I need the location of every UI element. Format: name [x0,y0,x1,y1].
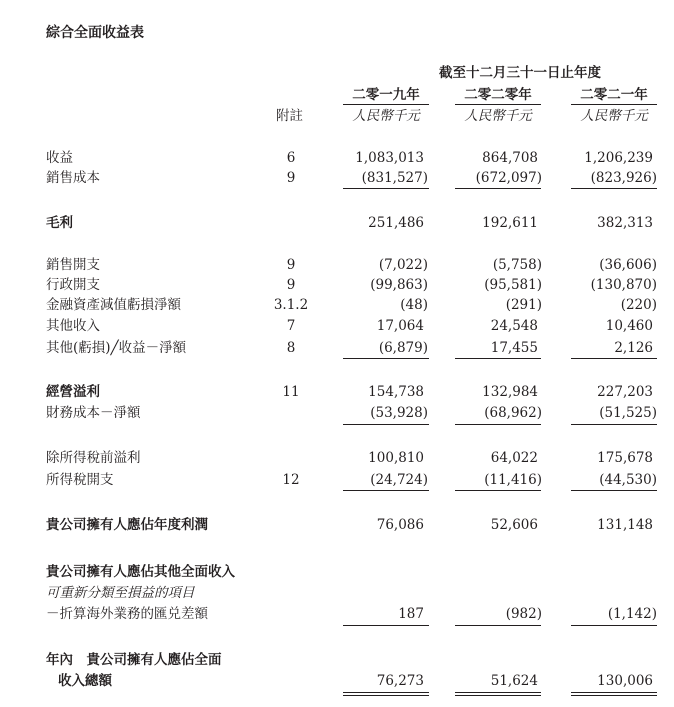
row-label-impairment: 金融資產減值虧損淨額 [46,297,181,313]
row-label-profit-attributable: 貴公司擁有人應佔年度利潤 [46,517,208,533]
value-fx-difference-2020: (982) [505,606,542,622]
subtotal-line-2021 [571,188,657,189]
value-impairment-2021: (220) [620,297,657,313]
subtotal-line-2021 [571,424,657,425]
row-label-other-income: 其他收入 [46,318,100,334]
value-other-income-2021: 10,460 [605,318,653,334]
total-double-line-top-2019 [343,692,429,693]
value-gross-profit-2019: 251,486 [368,215,424,231]
value-impairment-2020: (291) [505,297,542,313]
value-profit-before-tax-2020: 64,022 [490,450,538,466]
period-header: 截至十二月三十一日止年度 [439,65,601,81]
row-label-gross-profit: 毛利 [46,215,73,231]
row-note-other-gains: 8 [286,340,296,356]
value-profit-before-tax-2021: 175,678 [597,450,653,466]
value-total-comprehensive-2020: 51,624 [490,673,538,689]
value-income-tax-2019: (24,724) [370,472,428,488]
value-fx-difference-2019: 187 [398,606,424,622]
value-fx-difference-2021: (1,142) [607,606,657,622]
total-double-line-top-2021 [571,692,657,693]
subtotal-line-2021 [571,625,657,626]
year-underline-2019 [343,104,429,105]
row-note-operating-profit: 11 [282,384,300,400]
value-profit-before-tax-2019: 100,810 [368,450,424,466]
subtotal-line-2019 [343,188,429,189]
row-label-total-comprehensive-line2: 收入總額 [58,673,112,689]
row-label-operating-profit: 經營溢利 [46,384,100,400]
subtotal-line-2021 [571,358,657,359]
row-note-other-income: 7 [286,318,296,334]
value-admin-expenses-2019: (99,863) [370,277,428,293]
unit-header-2021: 人民幣千元 [580,108,648,124]
row-label-admin-expenses: 行政開支 [46,277,100,293]
unit-header-2019: 人民幣千元 [352,108,420,124]
value-total-comprehensive-2021: 130,006 [597,673,653,689]
unit-header-2020: 人民幣千元 [464,108,532,124]
row-label-cost-of-sales: 銷售成本 [46,170,100,186]
value-operating-profit-2020: 132,984 [482,384,538,400]
value-other-income-2020: 24,548 [490,318,538,334]
row-note-revenue: 6 [286,150,296,166]
year-header-2019: 二零一九年 [352,87,420,103]
row-note-impairment: 3.1.2 [273,297,309,313]
page-title: 綜合全面收益表 [46,25,144,41]
value-admin-expenses-2021: (130,870) [590,277,657,293]
subtotal-line-2019 [343,358,429,359]
row-label-selling-expenses: 銷售開支 [46,257,100,273]
row-label-total-comprehensive-line1: 年內 貴公司擁有人應佔全面 [46,652,222,668]
total-double-line-bottom-2020 [455,695,541,696]
row-label-other-gains: 其他(虧損)╱收益－淨額 [46,340,187,356]
subtotal-line-2020 [455,188,541,189]
value-gross-profit-2021: 382,313 [597,215,653,231]
value-operating-profit-2019: 154,738 [368,384,424,400]
year-header-2020: 二零二零年 [464,87,532,103]
value-selling-expenses-2020: (5,758) [492,257,542,273]
value-cost-of-sales-2019: (831,527) [361,170,428,186]
subtotal-line-2021 [571,490,657,491]
subtotal-line-2019 [343,625,429,626]
row-label-income-tax: 所得稅開支 [46,472,114,488]
year-underline-2020 [455,104,541,105]
subtotal-line-2020 [455,358,541,359]
value-impairment-2019: (48) [400,297,428,313]
subtotal-line-2020 [455,625,541,626]
total-double-line-top-2020 [455,692,541,693]
value-other-gains-2019: (6,879) [378,340,428,356]
value-other-gains-2020: 17,455 [490,340,538,356]
value-profit-attributable-2020: 52,606 [490,517,538,533]
value-finance-costs-2019: (53,928) [370,405,428,421]
value-admin-expenses-2020: (95,581) [484,277,542,293]
value-profit-attributable-2021: 131,148 [597,517,653,533]
row-note-income-tax: 12 [282,472,300,488]
row-label-oci-heading: 貴公司擁有人應佔其他全面收入 [46,564,235,580]
value-finance-costs-2021: (51,525) [599,405,657,421]
row-label-oci-subheading: 可重新分類至損益的項目 [46,585,195,601]
subtotal-line-2019 [343,424,429,425]
row-note-selling-expenses: 9 [286,257,296,273]
value-selling-expenses-2019: (7,022) [378,257,428,273]
total-double-line-bottom-2021 [571,695,657,696]
value-other-income-2019: 17,064 [376,318,424,334]
value-income-tax-2021: (44,530) [599,472,657,488]
row-label-revenue: 收益 [46,150,73,166]
value-gross-profit-2020: 192,611 [482,215,538,231]
value-cost-of-sales-2021: (823,926) [590,170,657,186]
row-label-fx-difference: －折算海外業務的匯兑差額 [46,606,208,622]
total-double-line-bottom-2019 [343,695,429,696]
value-other-gains-2021: 2,126 [614,340,653,356]
row-note-admin-expenses: 9 [286,277,296,293]
value-cost-of-sales-2020: (672,097) [475,170,542,186]
value-revenue-2021: 1,206,239 [584,150,653,166]
value-operating-profit-2021: 227,203 [597,384,653,400]
subtotal-line-2020 [455,490,541,491]
value-selling-expenses-2021: (36,606) [599,257,657,273]
row-label-profit-before-tax: 除所得稅前溢利 [46,450,141,466]
row-label-finance-costs: 財務成本－淨額 [46,405,141,421]
note-column-header: 附註 [276,108,303,124]
value-revenue-2019: 1,083,013 [355,150,424,166]
value-income-tax-2020: (11,416) [484,472,542,488]
value-profit-attributable-2019: 76,086 [376,517,424,533]
value-revenue-2020: 864,708 [482,150,538,166]
row-note-cost-of-sales: 9 [286,170,296,186]
year-header-2021: 二零二一年 [580,87,648,103]
subtotal-line-2020 [455,424,541,425]
subtotal-line-2019 [343,490,429,491]
value-finance-costs-2020: (68,962) [484,405,542,421]
year-underline-2021 [571,104,657,105]
value-total-comprehensive-2019: 76,273 [376,673,424,689]
